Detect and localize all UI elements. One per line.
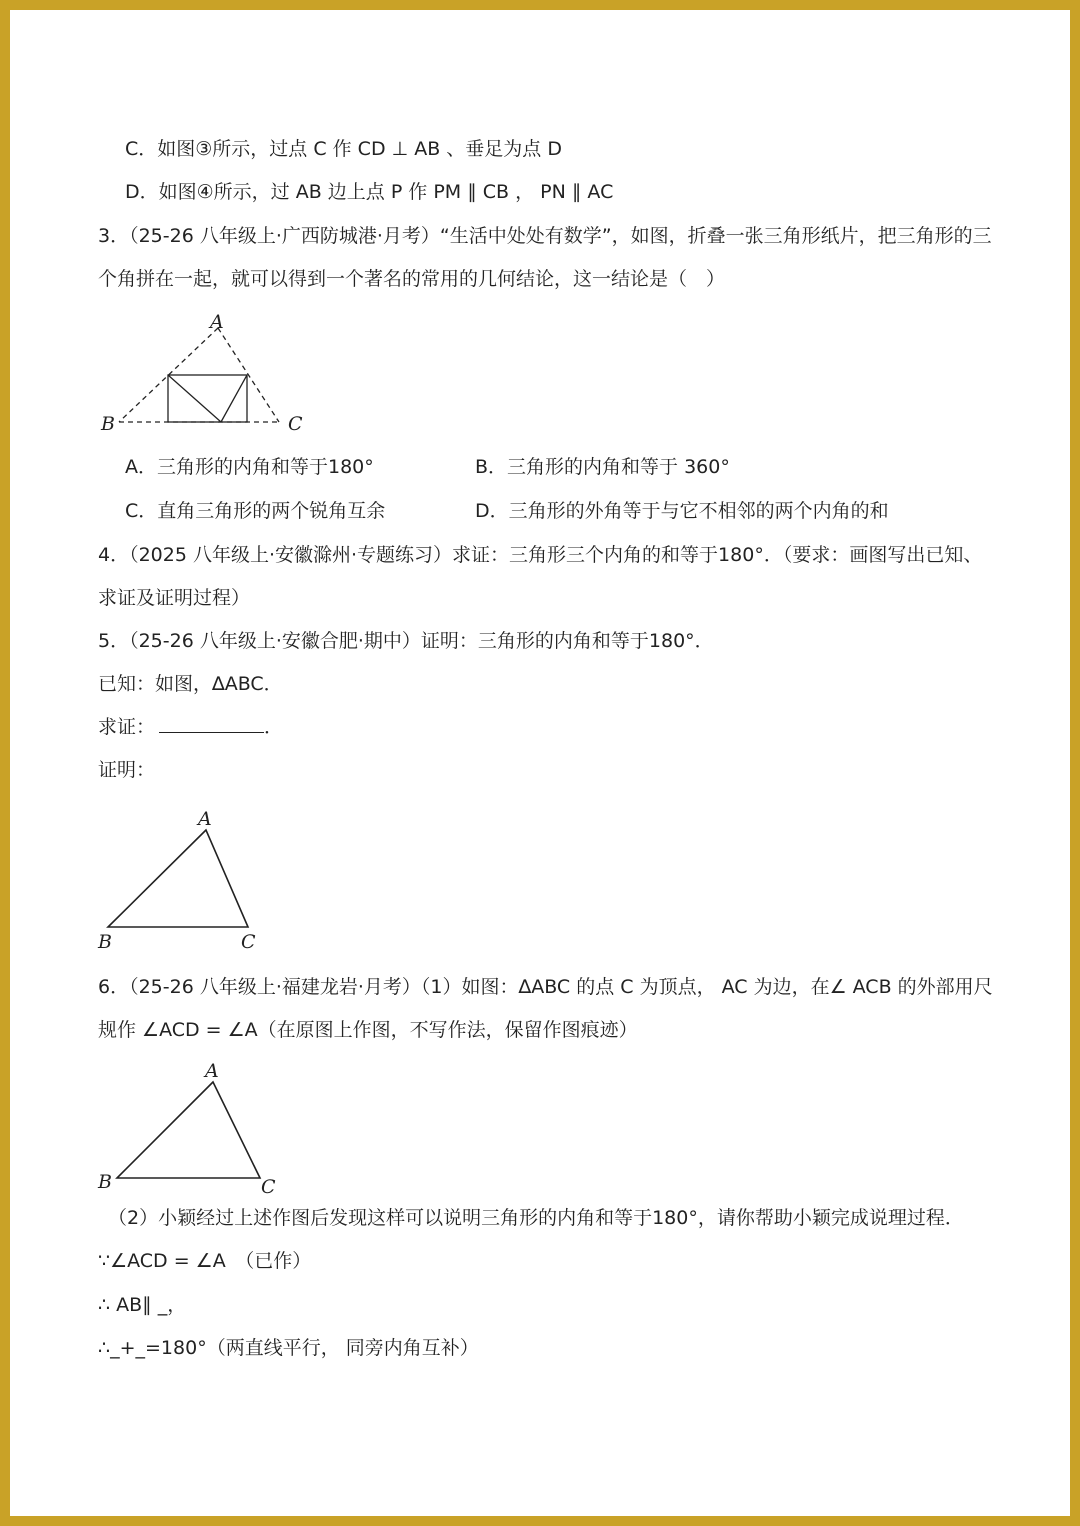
q3-option-d: D．三角形的外角等于与它不相邻的两个内角的和 bbox=[475, 500, 889, 522]
q6-stem-line2: 规作 ∠ACD = ∠A（在原图上作图，不写作法，保留作图痕迹） bbox=[98, 1019, 638, 1041]
q5-prove-blank[interactable] bbox=[159, 714, 264, 733]
q5-stem: 5．（25-26 八年级上·安徽合肥·期中）证明：三角形的内角和等于180°． bbox=[98, 630, 714, 652]
q4-stem-line2: 求证及证明过程） bbox=[98, 587, 251, 609]
q6-step2: ∴ AB∥ _， bbox=[98, 1294, 187, 1316]
q5-known: 已知：如图，∆ABC． bbox=[98, 673, 283, 695]
q3-stem-line2: 个角拼在一起，就可以得到一个著名的常用的几何结论，这一结论是（ ） bbox=[98, 268, 726, 290]
q6-step1: ∵∠ACD = ∠A （已作） bbox=[98, 1250, 312, 1272]
q6-label-b: B bbox=[98, 1171, 112, 1193]
q5-label-b: B bbox=[98, 931, 112, 953]
q5-prove-line bbox=[98, 714, 283, 740]
q3-stem-line1: 3．（25-26 八年级上·广西防城港·月考）“生活中处处有数学”，如图，折叠一张三角形纸片，把三角形的三 bbox=[98, 225, 992, 247]
q3-label-c: C bbox=[288, 413, 303, 435]
q3-option-c: C．直角三角形的两个锐角互余 bbox=[125, 500, 386, 522]
q2-option-c: C．如图③所示，过点 C 作 CD ⊥ AB 、垂足为点 D bbox=[125, 138, 562, 160]
q6-stem-line1: 6．（25-26 八年级上·福建龙岩·月考）（1）如图：∆ABC 的点 C 为顶点， AC 为边，在∠ ACB 的外部用尺 bbox=[98, 976, 993, 998]
q3-option-a: A．三角形的内角和等于180° bbox=[125, 456, 374, 478]
q3-option-b: B．三角形的内角和等于 360° bbox=[475, 456, 730, 478]
q6-label-c: C bbox=[261, 1176, 276, 1198]
q3-label-b: B bbox=[101, 413, 115, 435]
q6-label-a: A bbox=[205, 1060, 219, 1082]
q5-triangle-figure bbox=[98, 808, 278, 953]
q6-triangle-figure bbox=[98, 1060, 298, 1200]
q5-label-c: C bbox=[241, 931, 256, 953]
q2-option-d: D．如图④所示，过 AB 边上点 P 作 PM ∥ CB ， PN ∥ AC bbox=[125, 181, 614, 203]
q5-prove-end: ． bbox=[264, 716, 284, 738]
q5-label-a: A bbox=[198, 808, 212, 830]
q3-label-a: A bbox=[210, 311, 224, 333]
q4-stem-line1: 4．（2025 八年级上·安徽滁州·专题练习）求证：三角形三个内角的和等于180°．（要求：画图写出已知、 bbox=[98, 544, 983, 566]
worksheet-page bbox=[10, 10, 1070, 1516]
q6-part2: （2）小颖经过上述作图后发现这样可以说明三角形的内角和等于180°，请你帮助小颖完成说理过程． bbox=[108, 1207, 964, 1229]
q5-proof-label: 证明： bbox=[98, 759, 156, 781]
q3-folded-triangle-figure bbox=[98, 310, 303, 435]
q5-prove-label: 求证： bbox=[98, 716, 156, 738]
q6-step3: ∴_+_=180°（两直线平行， 同旁内角互补） bbox=[98, 1337, 479, 1359]
